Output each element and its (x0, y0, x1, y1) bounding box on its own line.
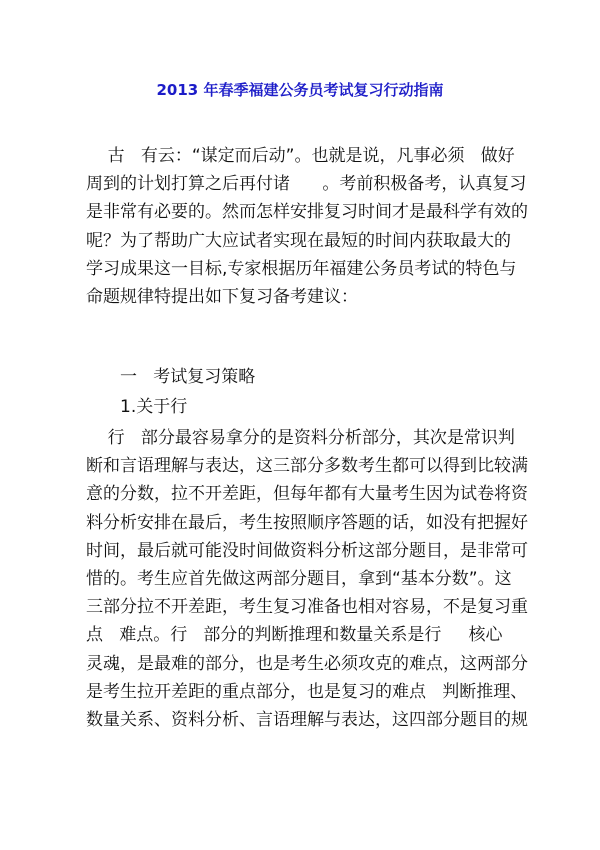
section-heading: 一 考试复习策略 (120, 367, 256, 387)
paragraph-line: 惜的。考生应首先做这两部分题目，拿到“基本分数”。这 (86, 568, 512, 589)
paragraph-line: 古 有云：“谋定而后动”。也就是说，凡事必须 做好 (86, 146, 515, 166)
paragraph-line: 三部分拉不开差距，考生复习准备也相对容易，不是复习重 (86, 597, 528, 618)
document-title: 2013 年春季福建公务员考试复习行动指南 (156, 81, 444, 99)
paragraph-line: 灵魂，是最难的部分，也是考生必须攻克的难点，这两部分 (86, 653, 528, 674)
paragraph-line: 是非常有必要的。然而怎样安排复习时间才是最科学有效的 (86, 202, 528, 223)
intro-paragraph (86, 142, 526, 311)
body-paragraph (86, 424, 526, 734)
paragraph-line: 意的分数，拉不开差距，但每年都有大量考生因为试卷将资 (86, 484, 528, 505)
paragraph-line: 行 部分最容易拿分的是资料分析部分，其次是常识判 (86, 428, 515, 448)
paragraph-line: 学习成果这一目标,专家根据历年福建公务员考试的特色与 (86, 258, 517, 279)
subsection-heading: 1.关于行 (120, 397, 188, 417)
paragraph-line: 数量关系、资料分析、言语理解与表达，这四部分题目的规 (86, 709, 528, 730)
paragraph-line: 断和言语理解与表达，这三部分多数考生都可以得到比较满 (86, 456, 528, 477)
paragraph-line: 呢？为了帮助广大应试者实现在最短的时间内获取最大的 (86, 230, 511, 251)
paragraph-line: 时间，最后就可能没时间做资料分析这部分题目，是非常可 (86, 540, 528, 561)
paragraph-line: 料分析安排在最后，考生按照顺序答题的话，如没有把握好 (86, 512, 528, 533)
paragraph-line: 命题规律特提出如下复习备考建议： (86, 286, 358, 307)
paragraph-line: 周到的计划打算之后再付诸 。考前积极备考，认真复习 (86, 174, 527, 195)
paragraph-line: 是考生拉开差距的重点部分，也是复习的难点 判断推理、 (86, 681, 528, 702)
paragraph-line: 点 难点。行 部分的判断推理和数量关系是行 核心 (86, 625, 503, 646)
